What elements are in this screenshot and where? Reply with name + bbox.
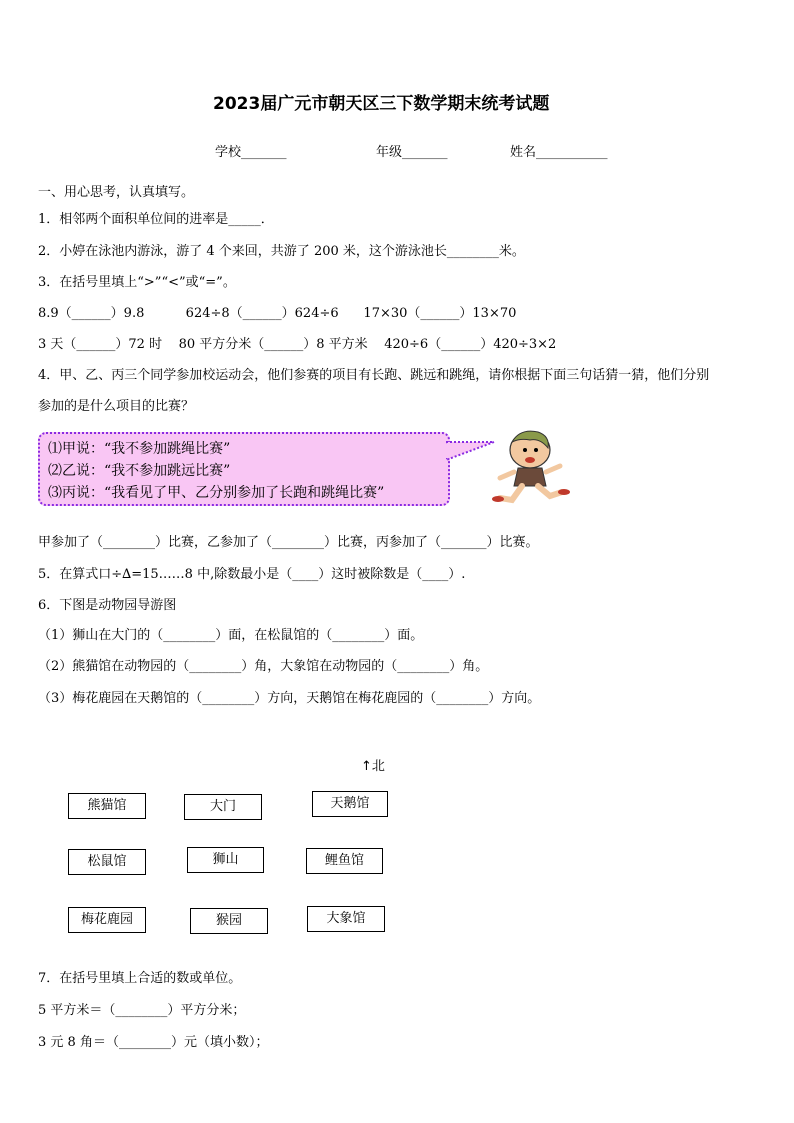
bubble-line-2: ⑵乙说：“我不参加跳远比赛” xyxy=(48,463,231,479)
question-2: 2．小婷在泳池内游泳，游了 4 个来回，共游了 200 米，这个游泳池长________米。 xyxy=(38,244,525,259)
map-box-squirrel: 松鼠馆 xyxy=(68,849,146,875)
question-3-row-2: 3 天（______）72 时 80 平方分米（______）8 平方米 420÷6（______）420÷3×2 xyxy=(38,337,557,352)
bubble-line-1: ⑴甲说：“我不参加跳绳比赛” xyxy=(48,441,231,457)
question-5: 5．在算式口÷∆=15……8 中,除数最小是（____）这时被除数是（____）. xyxy=(38,567,466,582)
question-6-2: （2）熊猫馆在动物园的（________）角，大象馆在动物园的（________）角。 xyxy=(38,659,489,674)
question-1: 1．相邻两个面积单位间的进率是_____． xyxy=(38,212,274,227)
grade-field: 年级_______ xyxy=(376,145,448,160)
name-field: 姓名___________ xyxy=(510,145,608,160)
map-box-panda: 熊猫馆 xyxy=(68,793,146,819)
bubble-line-3: ⑶丙说：“我看见了甲、乙分别参加了长跑和跳绳比赛” xyxy=(48,485,385,501)
bubble-tail-icon xyxy=(446,440,496,464)
map-box-carp: 鲤鱼馆 xyxy=(306,848,383,874)
question-4-answer: 甲参加了（________）比赛，乙参加了（________）比赛，丙参加了（_______）比赛。 xyxy=(38,535,539,550)
question-3-row-1: 8.9（______）9.8 624÷8（______）624÷6 17×30（______）13×70 xyxy=(38,306,517,321)
map-box-deer: 梅花鹿园 xyxy=(68,907,146,933)
question-7: 7．在括号里填上合适的数或单位。 xyxy=(38,971,242,986)
question-3: 3．在括号里填上“>”“<”或“=”。 xyxy=(38,275,236,290)
question-6-1: （1）狮山在大门的（________）面，在松鼠馆的（________）面。 xyxy=(38,628,424,643)
running-child-illustration xyxy=(490,426,570,510)
map-box-gate: 大门 xyxy=(184,794,262,820)
map-box-lion-hill: 狮山 xyxy=(187,847,264,873)
north-arrow-label: ↑北 xyxy=(361,759,385,774)
map-box-monkey: 猴园 xyxy=(190,908,268,934)
school-field: 学校_______ xyxy=(215,145,287,160)
speech-bubble xyxy=(38,432,450,506)
question-6: 6．下图是动物园导游图 xyxy=(38,598,177,613)
question-7-1: 5 平方米＝（________）平方分米； xyxy=(38,1003,246,1018)
question-6-3: （3）梅花鹿园在天鹅馆的（________）方向，天鹅馆在梅花鹿园的（________）方向。 xyxy=(38,691,541,706)
question-4-line-2: 参加的是什么项目的比赛？ xyxy=(38,399,195,414)
map-box-swan: 天鹅馆 xyxy=(312,791,388,817)
question-4-line-1: 4．甲、乙、丙三个同学参加校运动会，他们参赛的项目有长跑、跳远和跳绳，请你根据下面三句话猜一猜，他们分别 xyxy=(38,368,710,383)
section-heading: 一、用心思考，认真填写。 xyxy=(38,185,195,200)
page-title: 2023届广元市朝天区三下数学期末统考试题 xyxy=(213,94,550,114)
map-box-elephant: 大象馆 xyxy=(307,906,385,932)
question-7-2: 3 元 8 角＝（________）元（填小数）； xyxy=(38,1035,269,1050)
